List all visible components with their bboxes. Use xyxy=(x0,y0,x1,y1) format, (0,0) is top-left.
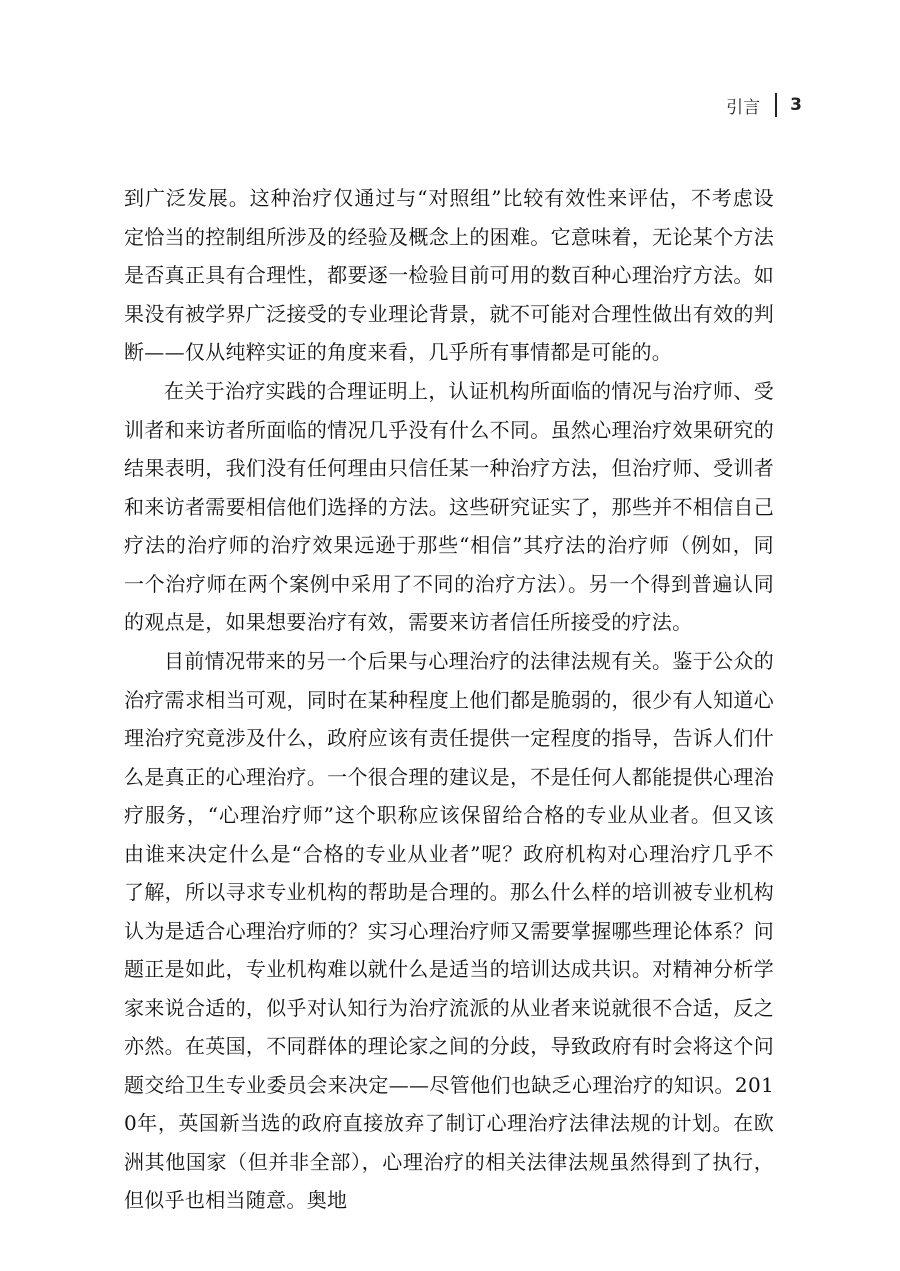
running-header xyxy=(726,91,802,119)
paragraph-regulation: 目前情况带来的另一个后果与心理治疗的法律法规有关。鉴于公众的治疗需求相当可观，同时在某种程度上他们都是脆弱的，很少有人知道心理治疗究竟涉及什么，政府应该有责任提供一定程度的指导，告诉人们什么是真正的心理治疗。一个很合理的建议是，不是任何人都能提供心理治疗服务，“心理治疗师”这个职称应该保留给合格的专业从业者。但又该由谁来决定什么是“合格的专业从业者”呢？政府机构对心理治疗几乎不了解，所以寻求专业机构的帮助是合理的。那么什么样的培训被专业机构认为是适合心理治疗师的？实习心理治疗师又需要掌握哪些理论体系？问题正是如此，专业机构难以就什么是适当的培训达成共识。对精神分析学家来说合适的，似乎对认知行为治疗流派的从业者来说就很不合适，反之亦然。在英国，不同群体的理论家之间的分歧，导致政府有时会将这个问题交给卫生专业委员会来决定——尽管他们也缺乏心理治疗的知识。2010年，英国新当选的政府直接放弃了制订心理治疗法律法规的计划。在欧洲其他国家（但并非全部），心理治疗的相关法律法规虽然得到了执行，但似乎也相当随意。奥地 xyxy=(124,649,774,1213)
paragraph-continued: 到广泛发展。这种治疗仅通过与“对照组”比较有效性来评估，不考虑设定恰当的控制组所涉及的经验及概念上的困难。它意味着，无论某个方法是否真正具有合理性，都要逐一检验目前可用的数百种心理治疗方法。如果没有被学界广泛接受的专业理论背景，就不可能对合理性做出有效的判断——仅从纯粹实证的角度来看，几乎所有事情都是可能的。 xyxy=(124,186,774,364)
header-divider xyxy=(775,93,777,117)
body-text xyxy=(124,179,774,1220)
page-number: 3 xyxy=(790,95,802,115)
section-title: 引言 xyxy=(726,97,761,118)
paragraph-justification: 在关于治疗实践的合理证明上，认证机构所面临的情况与治疗师、受训者和来访者所面临的情况几乎没有什么不同。虽然心理治疗效果研究的结果表明，我们没有任何理由只信任某一种治疗方法，但治疗师、受训者和来访者需要相信他们选择的方法。这些研究证实了，那些并不相信自己疗法的治疗师的治疗效果远逊于那些“相信”其疗法的治疗师（例如，同一个治疗师在两个案例中采用了不同的治疗方法）。另一个得到普遍认同的观点是，如果想要治疗有效，需要来访者信任所接受的疗法。 xyxy=(124,379,774,635)
